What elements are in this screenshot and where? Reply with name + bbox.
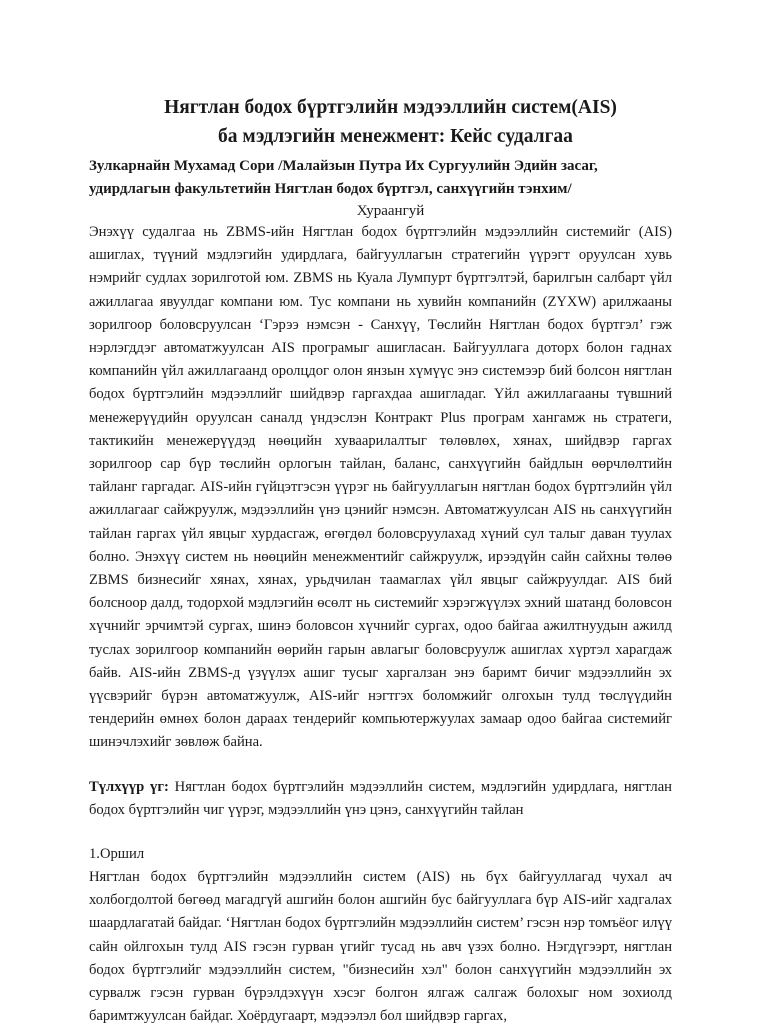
keywords-label: Түлхүүр үг: [89, 778, 169, 795]
abstract-text: Энэхүү судалгаа нь ZBMS-ийн Нягтлан бодох бүртгэлийн мэдээллийн системийг (AIS) ашиглах, түүний мэдлэгийн удирдлага, байгууллагын стратегийн үүрэгт оруулсан хувь нэмрийг судлах зорилготой юм. ZBMS нь Куала Лумпурт бүртгэлтэй, барилгын салбарт үйл ажиллагаа явуулдаг компани юм. Тус компани нь хувийн компанийн (ZYXW) арилжааны зорилгоор боловсруулсан ‘Гэрээ нэмсэн - Санхүү, Төслийн Нягтлан бодох бүртгэл’ гэж нэрлэгддэг автоматжуулсан AIS програмыг ашигласан. Байгууллага доторх болон гаднах компанийн үйл ажиллагаанд оролцдог олон янзын хүмүүс энэ системээр бий болсон нягтлан бодох бүртгэлийн мэдээллийг шийдвэр гаргахдаа ашигладаг. Үйл ажиллагааны түвшний менежерүүдийн оруулсан саналд үндэслэн Контракт Plus програм хангамж нь стратеги, тактикийн менежерүүдэд нөөцийн хуваарилалтыг төлөвлөх, хянах, шийдвэр гаргах зорилгоор сар бүр төслийн орлогын тайлан, баланс, санхүүгийн байдлын өөрчлөлтийн тайланг гаргадаг. AIS-ийн гүйцэтгэсэн үүрэг нь байгууллагын нягтлан бодох бүртгэлийн үйл ажиллагааг сайжруулж, мэдээллийн үнэ цэнийг нэмсэн. Автоматжуулсан AIS нь санхүүгийн тайлан гаргах үйл явцыг хурдасгаж, өгөгдөл боловсруулахад хүний сул талыг даван туулах болно. Энэхүү систем нь нөөцийн менежментийг сайжруулж, ирээдүйн сайн сайхны төлөө ZBMS бизнесийг хянах, хянах, урьдчилан таамаглах үйл явцыг сайжруулдаг. AIS бий болсноор далд, тодорхой мэдлэгийн өсөлт нь системийг хэрэгжүүлэх эхний шатанд боловсон хүчнийг эрчимтэй сургах, шинэ боловсон хүчнийг сургах, одоо байгаа ажилтнуудын ажилд туслах зорилгоор компанийн өөрийн гарын авлагыг боловсруулж ашиглах хүртэл харагдаж байв. AIS-ийн ZBMS-д үзүүлэх ашиг тусыг харгалзан энэ баримт бичиг мэдээллийн эх үүсвэрийг бүрэн автоматжуулж, AIS-ийг нэгтгэх боломжийг олгохын тулд төслүүдийн тендерийн өмнөх болон дараах тендерийг компьютержуулах замаар одоо байгаа системийг шинэчлэхийг зөвлөж байна. [89, 224, 672, 751]
spacer [89, 822, 672, 843]
author-affiliation [89, 155, 689, 201]
paper-title-line-2: ба мэдлэгийн менежмент: Кейс судалгаа [218, 126, 573, 147]
abstract-heading: Хураангуй [356, 203, 425, 219]
spacer [89, 755, 672, 776]
section-heading: 1.Оршил [89, 846, 145, 863]
author-line-1: Зулкарнайн Мухамад Сори /Малайзын Путра Их Сургуулийн Эдийн засаг, [89, 158, 598, 174]
paper-title-line-1: Нягтлан бодох бүртгэлийн мэдээллийн систем(AIS) [164, 97, 617, 118]
keywords-text: Нягтлан бодох бүртгэлийн мэдээллийн систем, мэдлэгийн удирдлага, нягтлан бодох бүртгэлийн чиг үүрэг, мэдээллийн үнэ цэнэ, санхүүгийн тайлан [89, 778, 672, 818]
section-body-text: Нягтлан бодох бүртгэлийн мэдээллийн систем (AIS) нь бүх байгууллагад чухал ач холбогдолтой бөгөөд магадгүй ашгийн болон ашгийн бус байгууллага бүр AIS-ийг хадгалах шаардлагатай байдаг. ‘Нягтлан бодох бүртгэлийн мэдээллийн систем’ гэсэн нэр томъёог илүү сайн ойлгохын тулд AIS гэсэн гурван үгийг тусад нь авч үзэх болно. Нэгдүгээрт, нягтлан бодох бүртгэлийг мэдээллийн систем, "бизнесийн хэл" болон санхүүгийн мэдээллийн эх сурвалж гэсэн гурван бүрэлдэхүүн хэсэг болгон ялгаж салгаж болохыг ном зохиолд баримтжуулсан байдаг. Хоёрдугаарт, мэдээлэл бол шийдвэр гаргах, [89, 869, 672, 1025]
author-line-2: удирдлагын факультетийн Нягтлан бодох бүртгэл, санхүүгийн тэнхим/ [89, 181, 572, 197]
keywords [89, 776, 672, 822]
